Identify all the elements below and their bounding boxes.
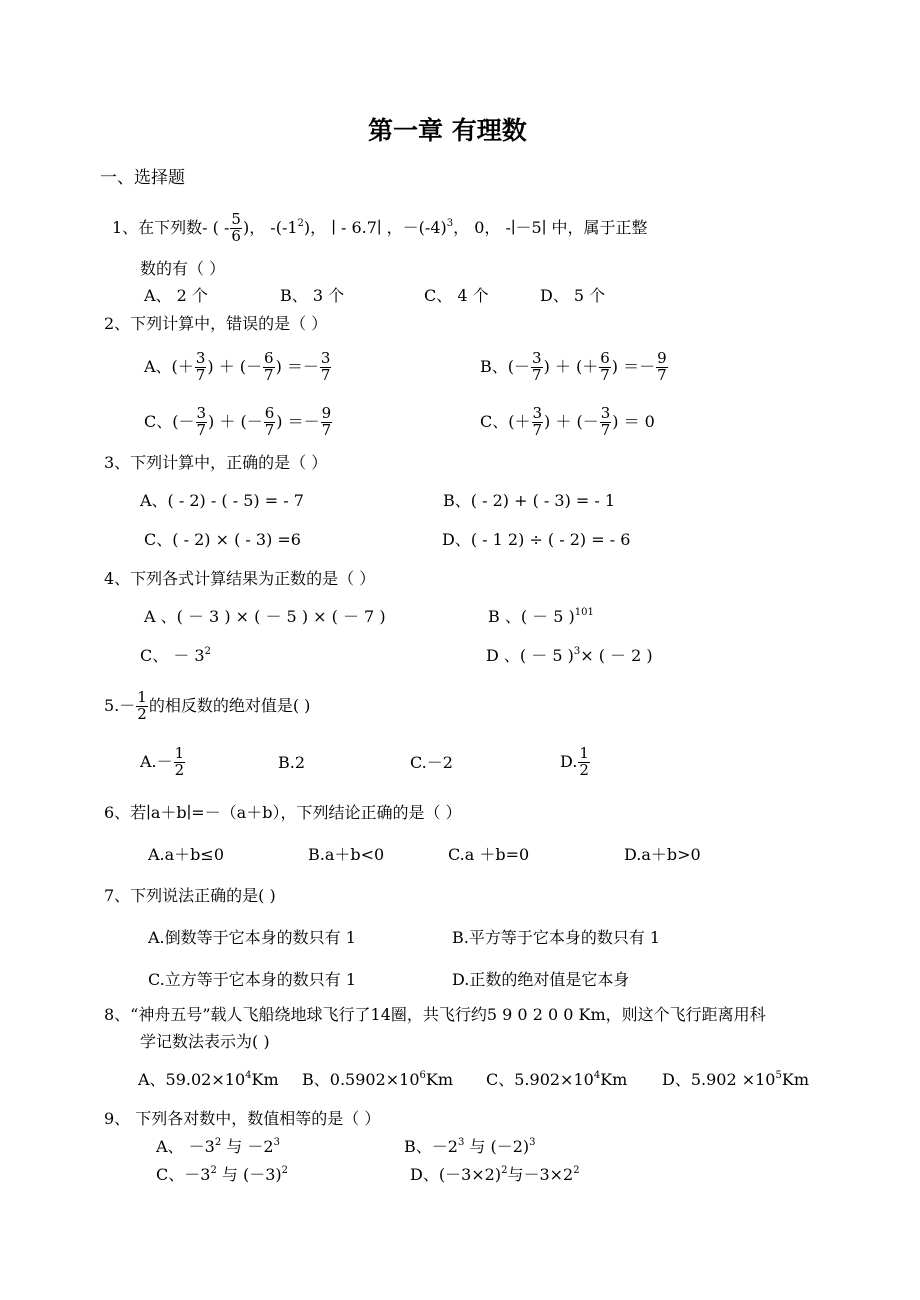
numerator: 9	[321, 404, 332, 423]
numerator: 1	[137, 688, 147, 707]
text: ) ＝－	[276, 412, 320, 431]
q3-option-b: B、( - 2) + ( - 3) = - 1	[443, 491, 616, 510]
question-9-stem: 9、 下列各对数中，数值相等的是（ ）	[104, 1109, 381, 1128]
q1-text: 1、在下列数- ( -	[112, 218, 230, 237]
q1-option-d: D、 5 个	[540, 286, 606, 305]
numerator: 3	[195, 349, 206, 368]
q3-option-c: C、( - 2) × ( - 3) =6	[144, 530, 301, 549]
denominator: 7	[195, 366, 206, 384]
denominator: 7	[600, 366, 610, 384]
numerator: 3	[196, 404, 207, 423]
numerator: 3	[532, 404, 543, 423]
label: A.－	[140, 752, 173, 771]
exponent: 101	[574, 607, 594, 618]
q2-option-c	[144, 400, 333, 444]
fraction	[600, 406, 612, 439]
unit: Km	[251, 1070, 279, 1089]
text: × ( － 2 )	[580, 646, 653, 665]
text: 与 (－3)	[216, 1165, 282, 1184]
q5-option-c: C.－2	[410, 753, 453, 772]
numerator: 5	[231, 210, 241, 229]
exponent: 2	[501, 1165, 508, 1176]
denominator: 7	[196, 421, 207, 439]
fraction	[196, 406, 208, 439]
q4-option-c	[140, 648, 211, 664]
text: C、－3	[156, 1165, 211, 1184]
text: ) ＝－	[275, 357, 319, 376]
text: 与 －2	[221, 1137, 274, 1156]
text: ) ＝－	[611, 357, 656, 376]
denominator: 7	[532, 366, 542, 384]
denominator: 6	[231, 227, 241, 245]
unit: Km	[600, 1070, 628, 1089]
exponent: 2	[297, 218, 304, 229]
unit: Km	[425, 1070, 454, 1089]
question-2-stem: 2、下列计算中，错误的是（ ）	[104, 314, 328, 333]
fraction	[195, 351, 207, 384]
q1-option-a: A、 2 个	[144, 286, 208, 305]
text: D 、( － 5 )	[486, 646, 574, 665]
text: A、59.02×10	[138, 1070, 246, 1089]
page-title: 第一章 有理数	[368, 116, 527, 145]
exponent: 2	[214, 1137, 222, 1148]
label: A、(＋	[144, 357, 194, 376]
section-heading: 一、选择题	[100, 168, 185, 188]
exponent: 4	[245, 1070, 252, 1081]
numerator: 9	[657, 349, 667, 368]
text: ) ＋ (－	[208, 412, 263, 431]
text: D、(－3×2)	[410, 1165, 502, 1184]
q5-option-a	[140, 740, 186, 784]
numerator: 3	[320, 349, 331, 368]
numerator: 6	[264, 349, 274, 368]
denominator: 2	[579, 761, 589, 779]
denominator: 7	[321, 421, 332, 439]
fraction	[230, 212, 242, 245]
q4-option-d	[486, 648, 653, 664]
numerator: 3	[600, 404, 611, 423]
q2-option-a	[144, 345, 332, 389]
fraction	[578, 746, 590, 779]
exponent: 3	[446, 218, 454, 229]
text: ) ＋ (－	[207, 357, 263, 376]
q6-option-a: A.a＋b≤0	[148, 845, 225, 864]
exponent: 3	[529, 1137, 536, 1148]
numerator: 6	[264, 404, 275, 423]
exponent: 2	[281, 1165, 289, 1176]
numerator: 1	[174, 744, 185, 763]
exponent: 5	[775, 1070, 782, 1081]
numerator: 6	[600, 349, 610, 368]
q9-option-c	[156, 1167, 288, 1183]
q8-option-d	[662, 1072, 809, 1088]
text: D、5.902 ×10	[662, 1070, 776, 1089]
text: ) ＝ 0	[612, 412, 655, 431]
question-8-line1: 8、“神舟五号”载人飞船绕地球飞行了14圈，共飞行约5 9 0 2 0 0 Km，则这个飞行距离用科	[104, 1005, 766, 1024]
fraction	[174, 746, 186, 779]
q8-option-a	[138, 1072, 279, 1088]
exponent: 3	[457, 1137, 465, 1148]
q1-option-b: B、 3 个	[280, 286, 345, 305]
question-7-stem: 7、下列说法正确的是( )	[104, 886, 276, 905]
label: D.	[560, 752, 578, 771]
fraction	[531, 351, 543, 384]
denominator: 2	[137, 705, 147, 723]
q1-option-c: C、 4 个	[424, 286, 489, 305]
exponent: 2	[573, 1165, 580, 1176]
label: C、(－	[144, 412, 195, 431]
exponent: 4	[593, 1070, 601, 1081]
exponent: 2	[204, 646, 211, 657]
question-3-stem: 3、下列计算中，正确的是（ ）	[104, 453, 328, 472]
fraction	[656, 351, 668, 384]
numerator: 3	[532, 349, 542, 368]
exponent: 6	[419, 1070, 426, 1081]
q3-option-d: D、( - 1 2) ÷ ( - 2) = - 6	[442, 530, 631, 549]
q5-option-d	[560, 740, 591, 784]
q1-text: )， -(-1	[242, 218, 298, 237]
denominator: 7	[264, 421, 275, 439]
question-1-line2: 数的有（ ）	[140, 259, 226, 278]
q9-option-a	[156, 1139, 280, 1155]
fraction	[599, 351, 611, 384]
q9-option-b	[404, 1139, 536, 1155]
text: B、－2	[404, 1137, 458, 1156]
question-8-line2: 学记数法表示为( )	[140, 1032, 270, 1051]
denominator: 2	[174, 761, 185, 779]
q8-option-c	[486, 1072, 627, 1088]
fraction	[263, 351, 275, 384]
question-5-stem	[104, 684, 310, 728]
q2-option-b	[480, 345, 669, 389]
text: C、 － 3	[140, 646, 205, 665]
question-6-stem: 6、若∣a＋b∣=－（a＋b），下列结论正确的是（ ）	[104, 803, 462, 822]
text: ) ＋ (＋	[543, 357, 599, 376]
q7-option-c: C.立方等于它本身的数只有 1	[148, 970, 357, 989]
q6-option-b: B.a＋b<0	[308, 845, 385, 864]
q4-option-a: A 、( － 3 ) × ( － 5 ) × ( － 7 )	[144, 607, 386, 626]
label: 5.－	[104, 696, 136, 715]
exponent: 2	[210, 1165, 217, 1176]
question-4-stem: 4、下列各式计算结果为正数的是（ ）	[104, 569, 376, 588]
fraction	[264, 406, 276, 439]
text: C、5.902×10	[486, 1070, 594, 1089]
q9-option-d	[410, 1167, 580, 1183]
label: C、(＋	[480, 412, 531, 431]
fraction	[321, 406, 333, 439]
q6-option-d: D.a＋b>0	[624, 845, 701, 864]
text: 与－3×2	[507, 1165, 574, 1184]
fraction	[320, 351, 332, 384]
text: B、0.5902×10	[302, 1070, 420, 1089]
numerator: 1	[579, 744, 589, 763]
denominator: 7	[320, 366, 331, 384]
q7-option-d: D.正数的绝对值是它本身	[452, 970, 630, 989]
denominator: 7	[264, 366, 274, 384]
denominator: 7	[532, 421, 543, 439]
q1-text: ， 0， -∣－5∣ 中，属于正整	[453, 218, 648, 237]
fraction	[136, 690, 148, 723]
fraction	[532, 406, 544, 439]
q8-option-b	[302, 1072, 453, 1088]
text: 与 (－2)	[464, 1137, 530, 1156]
q4-option-b	[488, 609, 594, 625]
text: B 、( － 5 )	[488, 607, 575, 626]
q5-option-b: B.2	[278, 753, 306, 772]
q7-option-a: A.倒数等于它本身的数只有 1	[148, 928, 356, 947]
unit: Km	[781, 1070, 809, 1089]
q1-text: )， ∣ - 6.7∣ ，－(-4)	[303, 218, 447, 237]
q3-option-a: A、( - 2) - ( - 5) = - 7	[140, 491, 304, 510]
q6-option-c: C.a ＋b=0	[448, 845, 530, 864]
text: ) ＋ (－	[544, 412, 599, 431]
text: 的相反数的绝对值是( )	[148, 696, 311, 715]
text: A、 －3	[156, 1137, 215, 1156]
q7-option-b: B.平方等于它本身的数只有 1	[452, 928, 661, 947]
denominator: 7	[600, 421, 611, 439]
question-1-stem	[112, 210, 647, 246]
exponent: 3	[273, 1137, 280, 1148]
denominator: 7	[657, 366, 667, 384]
label: B、(－	[480, 357, 531, 376]
q2-option-c-second	[480, 400, 655, 444]
exponent: 3	[573, 646, 581, 657]
